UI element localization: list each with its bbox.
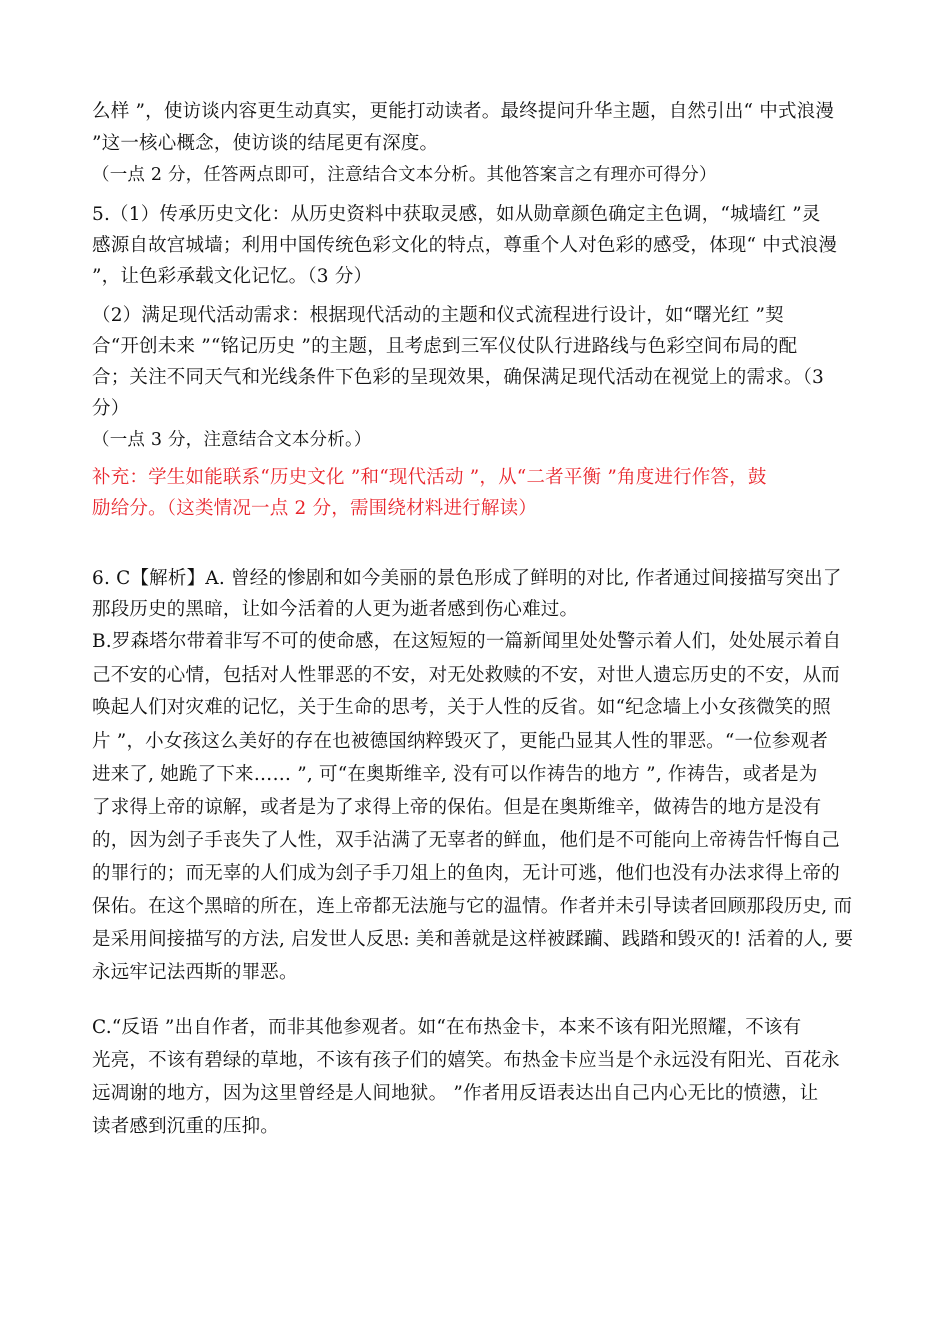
answer-6c-line: 读者感到沉重的压抑。 [92,1116,280,1137]
supplement-note: 补充：学生如能联系“历史文化 ”和“现代活动 ”，从“二者平衡 ”角度进行作答，鼓 [92,467,767,488]
answer-5-line: 5.（1）传承历史文化：从历史资料中获取灵感，如从勋章颜色确定主色调，“城墙红 ”灵 [92,204,821,225]
text-line: ”这一核心概念，使访谈的结尾更有深度。 [92,133,439,154]
answer-6-line: 那段历史的黑暗，让如今活着的人更为逝者感到伤心难过。 [92,599,579,620]
answer-5-line: 分） [92,398,130,419]
answer-6-line: 的，因为刽子手丧失了人性，双手沾满了无辜者的鲜血，他们是不可能向上帝祷告忏悔自己 [92,830,841,851]
answer-6-line: 进来了, 她跪了下来…… ”, 可“在奥斯维辛, 没有可以作祷告的地方 ”, 作祷告，或者是为 [92,764,818,785]
supplement-note: 励给分。（这类情况一点 2 分，需围绕材料进行解读） [92,498,537,519]
answer-6-line: 6. C【解析】A. 曾经的惨剧和如今美丽的景色形成了鲜明的对比, 作者通过间接描写突出了 [92,568,842,589]
answer-5-line: （2）满足现代活动需求：根据现代活动的主题和仪式流程进行设计，如“曙光红 ”契 [92,305,784,326]
answer-6-line: 己不安的心情，包括对人性罪恶的不安，对无处救赎的不安，对世人遗忘历史的不安，从而 [92,665,841,686]
answer-6-line: B.罗森塔尔带着非写不可的使命感，在这短短的一篇新闻里处处警示着人们，处处展示着自 [92,631,842,652]
answer-6-line: 唤起人们对灾难的记忆，关于生命的思考，关于人性的反省。如“纪念墙上小女孩微笑的照 [92,697,831,718]
answer-5-line: 合；关注不同天气和光线条件下色彩的呈现效果，确保满足现代活动在视觉上的需求。（3 [92,367,825,388]
answer-6c-line: C.“反语 ”出自作者，而非其他参观者。如“在布热金卡，本来不该有阳光照耀，不该有 [92,1017,802,1038]
text-line: 么样 ”，使访谈内容更生动真实，更能打动读者。最终提问升华主题，自然引出“ 中式浪漫 [92,101,835,122]
answer-6-line: 永远牢记法西斯的罪恶。 [92,962,298,983]
scoring-note: （一点 2 分，任答两点即可，注意结合文本分析。其他答案言之有理亦可得分） [92,165,717,185]
answer-6-line: 是采用间接描写的方法, 启发世人反思: 美和善就是这样被蹂躏、践踏和毁灭的! 活着的人, 要 [92,929,854,950]
answer-6-line: 保佑。在这个黑暗的所在，连上帝都无法施与它的温情。作者并未引导读者回顾那段历史, 而 [92,896,853,917]
answer-6-line: 片 ”，小女孩这么美好的存在也被德国纳粹毁灭了，更能凸显其人性的罪恶。“一位参观者 [92,731,828,752]
answer-5-line: 感源自故宫城墙；利用中国传统色彩文化的特点，尊重个人对色彩的感受，体现“ 中式浪漫 [92,235,838,256]
answer-6c-line: 光亮，不该有碧绿的草地，不该有孩子们的嬉笑。布热金卡应当是个永远没有阳光、百花永 [92,1050,841,1071]
answer-5-line: 合“开创未来 ”“铭记历史 ”的主题，且考虑到三军仪仗队行进路线与色彩空间布局的配 [92,336,798,357]
scoring-note: （一点 3 分，注意结合文本分析。） [92,430,372,450]
answer-6-line: 的罪行的；而无辜的人们成为刽子手刀俎上的鱼肉，无计可逃，他们也没有办法求得上帝的 [92,863,841,884]
answer-6-line: 了求得上帝的谅解，或者是为了求得上帝的保佑。但是在奥斯维辛，做祷告的地方是没有 [92,797,822,818]
answer-6c-line: 远凋谢的地方，因为这里曾经是人间地狱。 ”作者用反语表达出自己内心无比的愤懑，让 [92,1083,819,1104]
answer-5-line: ”，让色彩承载文化记忆。（3 分） [92,266,373,287]
